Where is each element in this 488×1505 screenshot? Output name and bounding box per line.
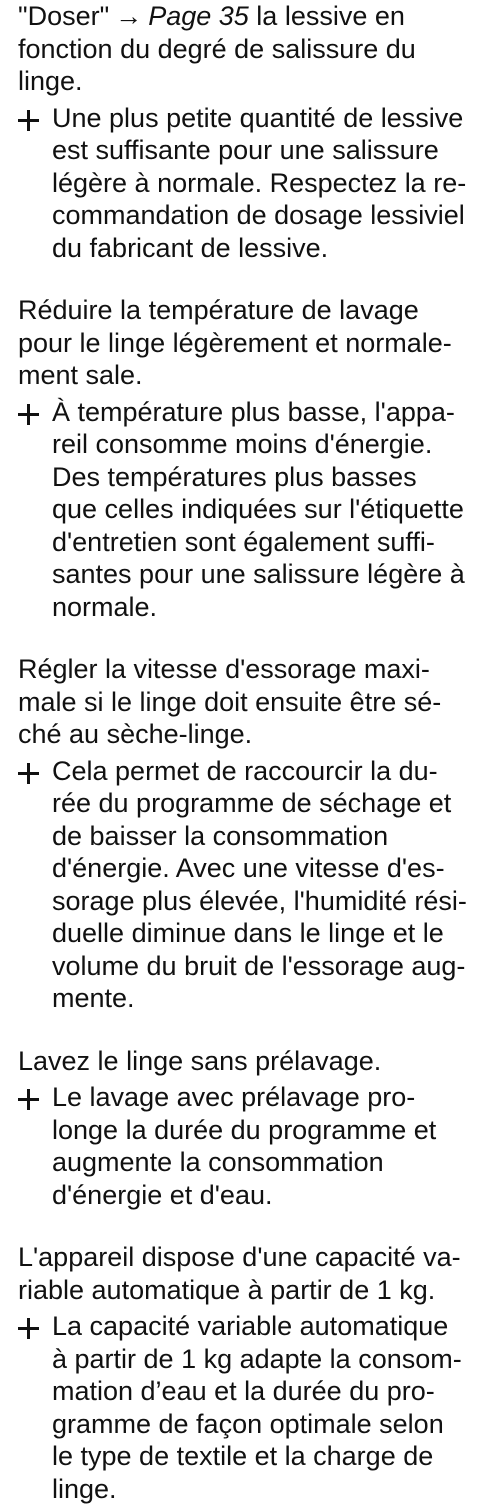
benefit-line: sorage plus élevée, l'humidité rési- bbox=[52, 885, 483, 918]
tip-title-line: riable automatique à partir de 1 kg. bbox=[18, 1274, 483, 1307]
benefit-line: commandation de dosage lessiviel bbox=[52, 199, 483, 232]
page-reference-link[interactable]: Page 35 bbox=[148, 1, 249, 31]
intro-block bbox=[18, 0, 483, 264]
benefit-line: rée du programme de séchage et bbox=[52, 787, 483, 820]
benefit-line: est suffisante pour une salissure bbox=[52, 134, 483, 167]
benefit-line: Des températures plus basses bbox=[52, 461, 483, 494]
tip-title-line: male si le linge doit ensuite être sé- bbox=[18, 686, 483, 719]
tip-temperature bbox=[18, 294, 483, 623]
benefit-line: Le lavage avec prélavage pro- bbox=[52, 1081, 483, 1114]
plus-icon bbox=[18, 404, 39, 425]
benefit-line: santes pour une salissure légère à bbox=[52, 558, 483, 591]
tip-spin-speed bbox=[18, 653, 483, 1015]
benefit-line: longe la durée du programme et bbox=[52, 1114, 483, 1147]
document-page bbox=[18, 0, 483, 1505]
benefit-line: linge. bbox=[52, 1473, 483, 1505]
benefit-line: normale. bbox=[52, 591, 483, 624]
arrow-icon: → bbox=[109, 1, 148, 31]
tip-title-line: L'appareil dispose d'une capacité va- bbox=[18, 1241, 483, 1274]
tip-title-line: ment sale. bbox=[18, 359, 483, 392]
tip-title-line: Lavez le linge sans prélavage. bbox=[18, 1045, 483, 1078]
benefit-line: d'énergie et d'eau. bbox=[52, 1179, 483, 1212]
benefit-line: Une plus petite quantité de lessive bbox=[52, 102, 483, 135]
tip-title-line: ché au sèche-linge. bbox=[18, 718, 483, 751]
doser-label: "Doser" bbox=[18, 1, 109, 31]
benefit-line: duelle diminue dans le linge et le bbox=[52, 917, 483, 950]
benefit-item bbox=[18, 1310, 483, 1505]
benefit-line: augmente la consommation bbox=[52, 1146, 483, 1179]
benefit-item bbox=[18, 102, 483, 265]
plus-icon bbox=[18, 1089, 39, 1110]
benefit-line: mente. bbox=[52, 982, 483, 1015]
benefit-line: reil consomme moins d'énergie. bbox=[52, 428, 483, 461]
intro-line: fonction du degré de salissure du bbox=[18, 33, 483, 66]
benefit-item bbox=[18, 396, 483, 624]
plus-icon bbox=[18, 763, 39, 784]
benefit-line: volume du bruit de l'essorage aug- bbox=[52, 950, 483, 983]
benefit-line: La capacité variable automatique bbox=[52, 1310, 483, 1343]
intro-line: linge. bbox=[18, 65, 483, 98]
benefit-item bbox=[18, 1081, 483, 1211]
tip-title-line: Réduire la température de lavage bbox=[18, 294, 483, 327]
benefit-line: gramme de façon optimale selon bbox=[52, 1408, 483, 1441]
benefit-line: Cela permet de raccourcir la du- bbox=[52, 755, 483, 788]
intro-line-1 bbox=[18, 0, 483, 33]
benefit-item bbox=[18, 755, 483, 1015]
plus-icon bbox=[18, 110, 39, 131]
benefit-line: d'énergie. Avec une vitesse d'es- bbox=[52, 852, 483, 885]
tip-variable-capacity bbox=[18, 1241, 483, 1505]
intro-line-1-rest: la lessive en bbox=[249, 1, 405, 31]
benefit-line: mation d’eau et la durée du pro- bbox=[52, 1375, 483, 1408]
benefit-line: du fabricant de lessive. bbox=[52, 232, 483, 265]
benefit-line: À température plus basse, l'appa- bbox=[52, 396, 483, 429]
benefit-line: de baisser la consommation bbox=[52, 820, 483, 853]
benefit-line: légère à normale. Respectez la re- bbox=[52, 167, 483, 200]
tip-no-prewash bbox=[18, 1045, 483, 1212]
benefit-line: d'entretien sont également suffi- bbox=[52, 526, 483, 559]
benefit-line: le type de textile et la charge de bbox=[52, 1440, 483, 1473]
tip-title-line: pour le linge légèrement et normale- bbox=[18, 327, 483, 360]
benefit-line: à partir de 1 kg adapte la consom- bbox=[52, 1343, 483, 1376]
benefit-line: que celles indiquées sur l'étiquette bbox=[52, 493, 483, 526]
tip-title-line: Régler la vitesse d'essorage maxi- bbox=[18, 653, 483, 686]
plus-icon bbox=[18, 1318, 39, 1339]
